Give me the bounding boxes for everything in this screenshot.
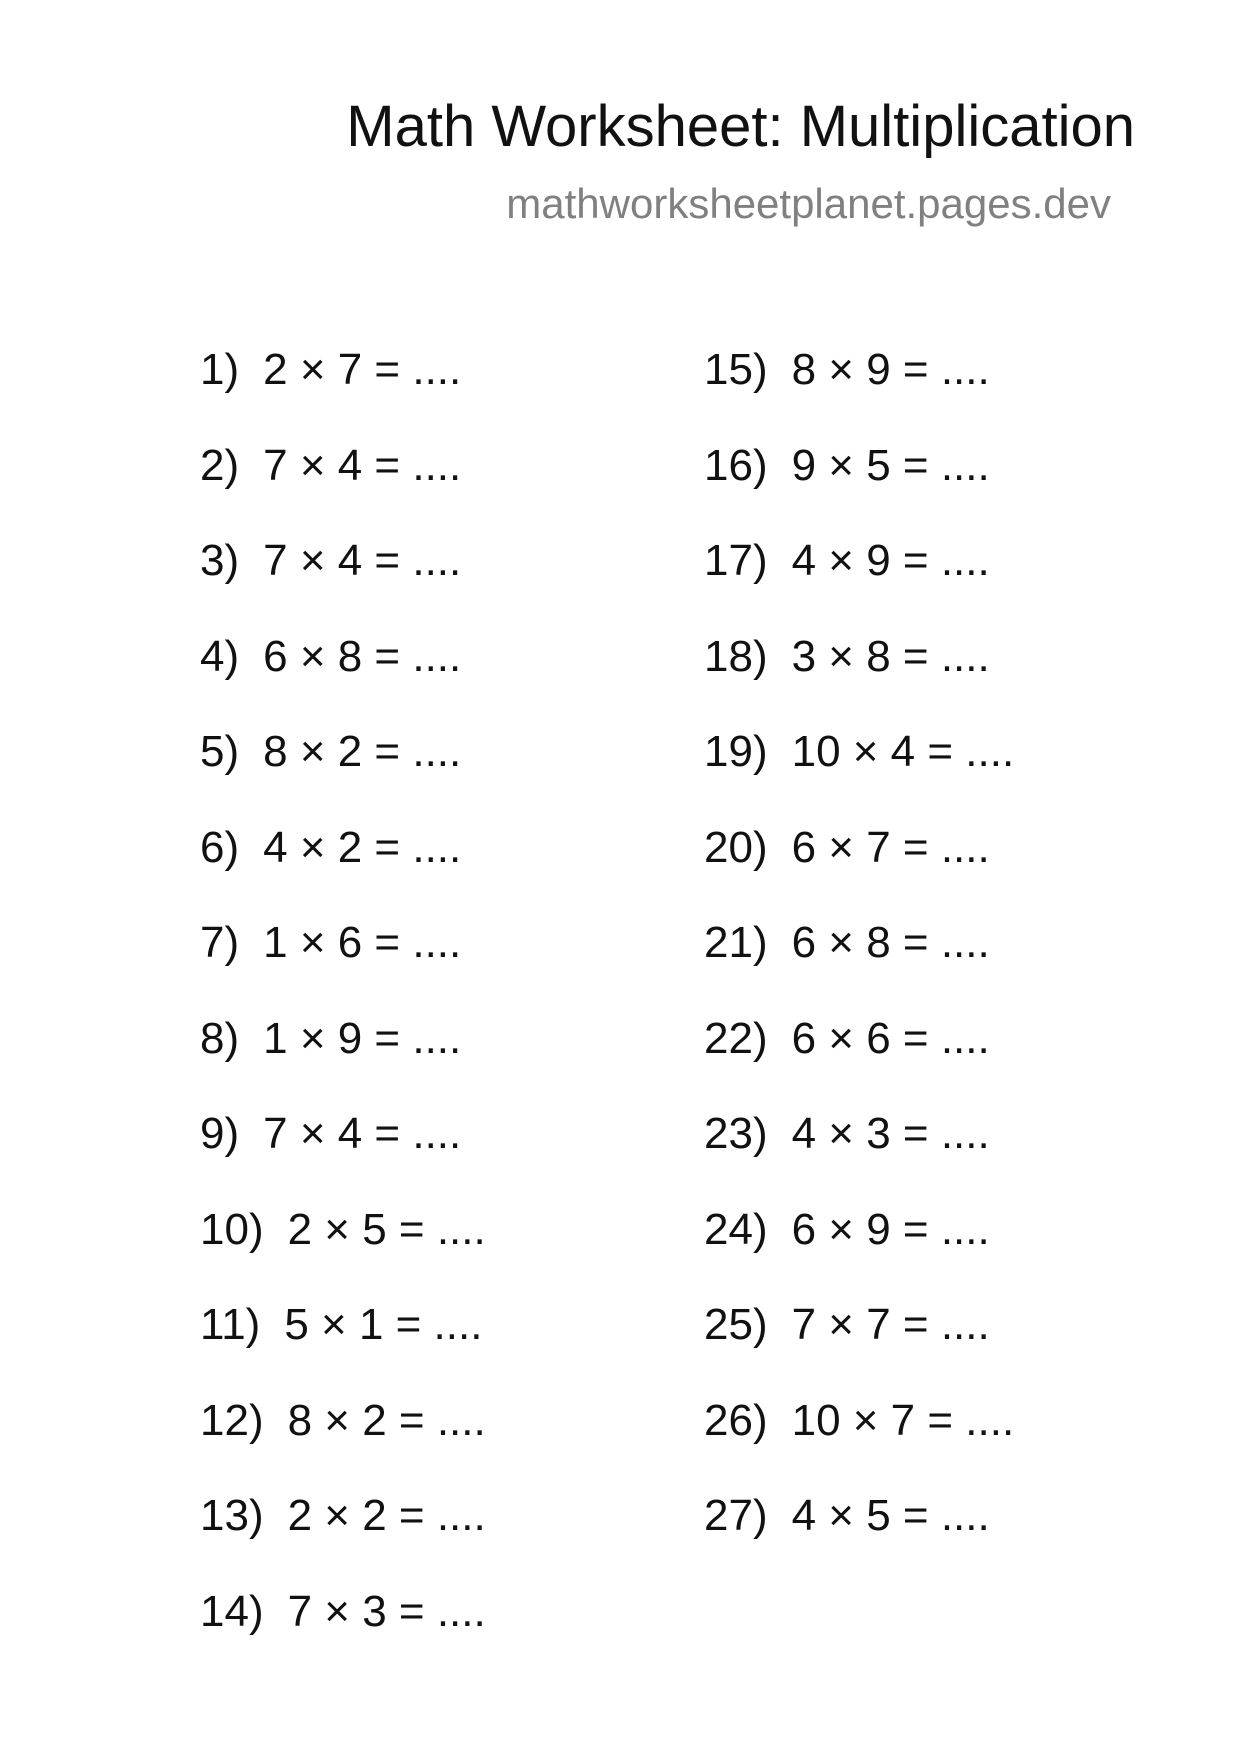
problem-number: 13): [200, 1491, 264, 1540]
problem-expression: 4 × 3 = ....: [791, 1109, 990, 1158]
problem-item: [200, 1491, 660, 1590]
problem-item: [704, 1491, 1164, 1590]
problem-column-right: [704, 345, 1164, 1590]
problem-number: 19): [704, 727, 768, 776]
problem-expression: 2 × 7 = ....: [263, 345, 462, 394]
problem-item: [704, 1395, 1164, 1495]
problem-number: 24): [704, 1204, 768, 1254]
problem-number: 22): [704, 1013, 768, 1063]
problem-number: 25): [704, 1300, 768, 1349]
worksheet-title: Math Worksheet: Multiplication: [346, 94, 1135, 159]
problem-item: [704, 727, 1164, 826]
problem-expression: 2 × 2 = ....: [287, 1491, 486, 1540]
problem-expression: 2 × 5 = ....: [287, 1204, 486, 1254]
problem-item: [200, 727, 660, 826]
problem-expression: 4 × 2 = ....: [263, 822, 462, 872]
problem-expression: 8 × 9 = ....: [791, 345, 990, 394]
problem-expression: 7 × 4 = ....: [263, 1109, 462, 1158]
problem-item: [704, 1109, 1164, 1208]
problem-item: [200, 1109, 660, 1208]
problem-number: 23): [704, 1109, 768, 1158]
problem-expression: 8 × 2 = ....: [287, 1395, 486, 1445]
problem-item: [704, 918, 1164, 1017]
problem-expression: 7 × 7 = ....: [791, 1300, 990, 1349]
problem-item: [200, 1204, 660, 1304]
problem-number: 11): [200, 1300, 261, 1349]
problem-item: [200, 536, 660, 635]
problem-expression: 6 × 7 = ....: [791, 822, 990, 872]
problem-number: 7): [200, 918, 240, 967]
problem-expression: 6 × 8 = ....: [791, 918, 990, 967]
problem-item: [200, 345, 660, 444]
worksheet-source-url: mathworksheetplanet.pages.dev: [506, 180, 1111, 227]
problem-number: 6): [200, 822, 240, 872]
problem-item: [200, 822, 660, 922]
problem-number: 20): [704, 822, 768, 872]
problem-expression: 1 × 9 = ....: [263, 1013, 462, 1063]
problem-expression: 3 × 8 = ....: [791, 631, 990, 681]
problem-number: 26): [704, 1395, 768, 1445]
problem-item: [704, 1300, 1164, 1399]
problem-item: [704, 536, 1164, 635]
problem-number: 3): [200, 536, 240, 585]
problem-number: 2): [200, 440, 240, 490]
problem-expression: 6 × 6 = ....: [791, 1013, 990, 1063]
problem-number: 4): [200, 631, 240, 681]
problem-item: [200, 440, 660, 540]
problem-number: 21): [704, 918, 768, 967]
problem-expression: 4 × 5 = ....: [791, 1491, 990, 1540]
problem-expression: 7 × 3 = ....: [287, 1586, 486, 1636]
problem-number: 16): [704, 440, 768, 490]
problem-number: 17): [704, 536, 768, 585]
problem-item: [704, 631, 1164, 731]
problem-item: [200, 1586, 660, 1686]
problem-expression: 6 × 8 = ....: [263, 631, 462, 681]
problem-expression: 7 × 4 = ....: [263, 440, 462, 490]
problem-item: [200, 631, 660, 731]
problem-item: [200, 918, 660, 1017]
problem-expression: 5 × 1 = ....: [284, 1300, 483, 1349]
problem-number: 5): [200, 727, 240, 776]
problem-expression: 9 × 5 = ....: [791, 440, 990, 490]
problem-expression: 10 × 4 = ....: [791, 727, 1015, 776]
problem-number: 15): [704, 345, 768, 394]
problem-expression: 6 × 9 = ....: [791, 1204, 990, 1254]
problem-item: [200, 1013, 660, 1113]
problem-number: 1): [200, 345, 240, 394]
problem-number: 8): [200, 1013, 240, 1063]
problem-item: [704, 345, 1164, 444]
problem-expression: 10 × 7 = ....: [791, 1395, 1015, 1445]
problem-number: 27): [704, 1491, 768, 1540]
problem-number: 9): [200, 1109, 240, 1158]
problem-expression: 4 × 9 = ....: [791, 536, 990, 585]
problem-number: 18): [704, 631, 768, 681]
problem-item: [704, 440, 1164, 540]
problem-expression: 1 × 6 = ....: [263, 918, 462, 967]
problem-number: 14): [200, 1586, 264, 1636]
problem-number: 10): [200, 1204, 264, 1254]
problem-number: 12): [200, 1395, 264, 1445]
problem-item: [200, 1300, 660, 1399]
problem-item: [704, 822, 1164, 922]
problem-expression: 7 × 4 = ....: [263, 536, 462, 585]
problem-item: [200, 1395, 660, 1495]
problem-item: [704, 1013, 1164, 1113]
problem-expression: 8 × 2 = ....: [263, 727, 462, 776]
problem-item: [704, 1204, 1164, 1304]
problem-column-left: [200, 345, 660, 1685]
